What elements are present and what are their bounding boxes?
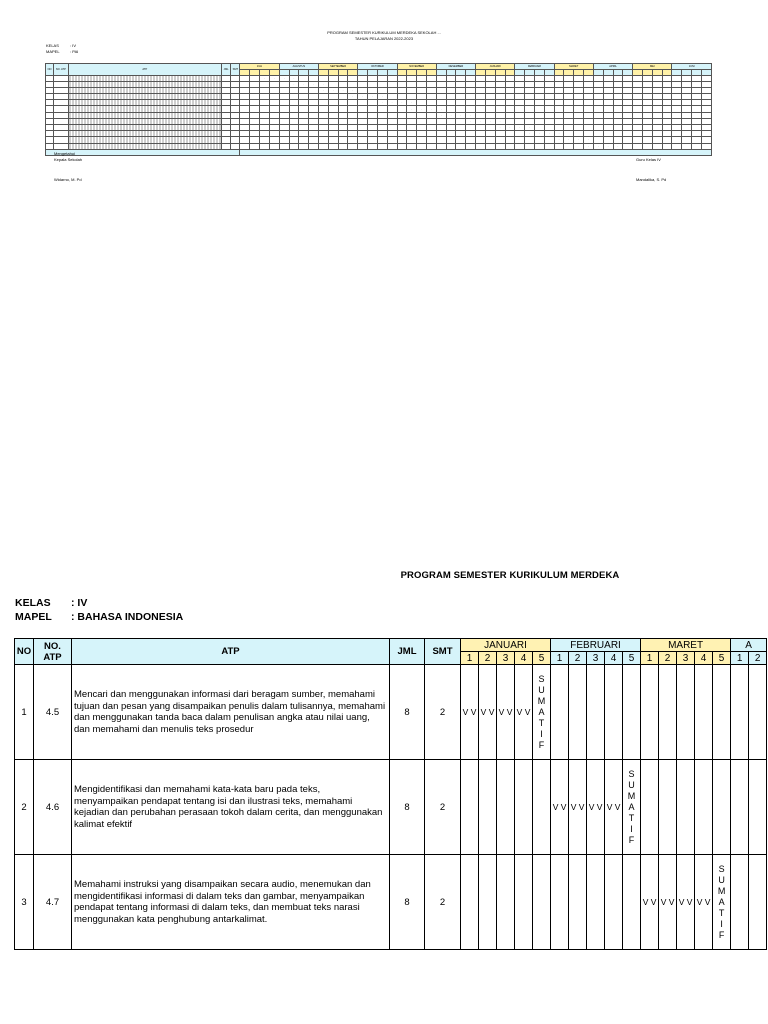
mini-cell: · xyxy=(368,94,378,100)
sumatif-letter: M xyxy=(717,885,726,896)
mini-cell: · xyxy=(476,118,486,124)
sumatif-letter: U xyxy=(538,684,545,695)
check-mark: V xyxy=(506,707,513,717)
mini-scribble xyxy=(69,113,222,118)
week-cell xyxy=(533,760,551,855)
week-cell xyxy=(569,665,587,760)
check-mark: V xyxy=(524,707,531,717)
mini-cell: · xyxy=(495,118,505,124)
mini-cell xyxy=(68,131,222,137)
mini-month: NOVEMBER xyxy=(397,64,436,70)
week-cell xyxy=(749,665,767,760)
week-cell xyxy=(551,855,569,950)
week-cell xyxy=(623,855,641,950)
month-februari: FEBRUARI xyxy=(551,639,641,652)
mini-cell: · xyxy=(554,131,564,137)
mini-sign-left-2: Kepala Sekolah xyxy=(54,157,83,162)
week-cell-marked xyxy=(659,855,677,950)
mini-mapel-value: : PAI xyxy=(70,49,79,54)
mini-cell: · xyxy=(387,100,397,106)
week-cell xyxy=(749,855,767,950)
mapel-line xyxy=(15,611,183,623)
week-cell-marked xyxy=(587,760,605,855)
mini-cell: · xyxy=(436,112,446,118)
mini-cell xyxy=(68,118,222,124)
row-jml: 8 xyxy=(390,760,425,855)
mini-sign-left-1: Mengetahui xyxy=(54,151,75,156)
check-mark: V xyxy=(704,897,711,907)
mini-cell: · xyxy=(289,81,299,87)
check-mark: V xyxy=(498,707,505,717)
sumatif-letter: U xyxy=(628,779,635,790)
check-mark: V xyxy=(660,897,667,907)
mini-kelas-label: KELAS xyxy=(46,43,59,48)
kelas-line xyxy=(15,597,87,609)
week-cell xyxy=(713,665,731,760)
mini-cell: · xyxy=(348,87,358,93)
mini-cell: · xyxy=(309,81,319,87)
table-row xyxy=(15,760,767,855)
sumatif-letter: S xyxy=(628,768,635,779)
mini-cell: · xyxy=(269,75,279,81)
week-partial-2: 2 xyxy=(749,652,767,665)
row-no: 3 xyxy=(15,855,34,950)
schedule-table-viewport xyxy=(14,638,768,950)
mini-sign-right xyxy=(636,157,666,183)
mini-mapel-label: MAPEL xyxy=(46,49,60,54)
week-januari-5: 5 xyxy=(533,652,551,665)
row-smt: 2 xyxy=(425,855,461,950)
header-jml: JML xyxy=(390,639,425,665)
sumatif-letter: A xyxy=(628,801,635,812)
week-cell xyxy=(461,855,479,950)
month-januari: JANUARI xyxy=(461,639,551,652)
week-cell xyxy=(641,760,659,855)
check-mark: V xyxy=(570,802,577,812)
sumatif-letter: S xyxy=(718,863,725,874)
mini-cell: · xyxy=(299,81,309,87)
table-row xyxy=(15,855,767,950)
header-no-atp: NO. ATP xyxy=(34,639,72,665)
row-jml: 8 xyxy=(390,855,425,950)
check-mark: V xyxy=(488,707,495,717)
mini-scribble xyxy=(69,106,222,111)
sumatif-letter: A xyxy=(538,706,545,717)
week-maret-3: 3 xyxy=(677,652,695,665)
check-mark: V xyxy=(578,802,585,812)
week-januari-2: 2 xyxy=(479,652,497,665)
mini-cell: · xyxy=(279,75,289,81)
sumatif-cell xyxy=(713,855,731,950)
mini-cell: · xyxy=(564,137,574,143)
week-cell xyxy=(749,760,767,855)
mini-kelas-value: : IV xyxy=(70,43,77,48)
mini-cell xyxy=(68,94,222,100)
mini-cell: · xyxy=(260,75,270,81)
mini-cell: · xyxy=(358,94,368,100)
sumatif-cell xyxy=(533,665,551,760)
week-cell xyxy=(677,760,695,855)
week-maret-2: 2 xyxy=(659,652,677,665)
sumatif-letter: F xyxy=(538,739,545,750)
check-mark: V xyxy=(668,897,675,907)
week-cell xyxy=(731,665,749,760)
sumatif-letter: F xyxy=(718,929,725,940)
page-title: PROGRAM SEMESTER KURIKULUM MERDEKA xyxy=(400,570,620,581)
week-cell xyxy=(605,665,623,760)
sumatif-letter: U xyxy=(718,874,725,885)
mini-cell: · xyxy=(407,100,417,106)
mini-month: JULI xyxy=(240,64,279,70)
mini-cell: · xyxy=(584,137,594,143)
mini-cell: · xyxy=(495,125,505,131)
mini-cell: · xyxy=(485,118,495,124)
schedule-table xyxy=(14,638,767,950)
header-atp: ATP xyxy=(72,639,390,665)
sumatif-letter: I xyxy=(630,823,633,834)
check-mark: V xyxy=(678,897,685,907)
table-row xyxy=(15,665,767,760)
row-atp: Mengidentifikasi dan memahami kata-kata baru pada teks, menyampaikan pendapat tentang isi dan ilustrasi teks, memahami kejadian dan perubahan perasaan tokoh dalam cerita, dan menggunakan kalimat efektif xyxy=(72,760,390,855)
check-mark: V xyxy=(650,897,657,907)
row-atp: Memahami instruksi yang disampaikan secara audio, menemukan dan mengidentifikasi informasi di dalam teks dan gambar, menyampaikan pendapat tentang informasi di dalam teks, dan membuat teks narasi menggunakan kata penghubung antarkalimat. xyxy=(72,855,390,950)
header-no: NO xyxy=(15,639,34,665)
sumatif-letter: I xyxy=(540,728,543,739)
check-mark: V xyxy=(596,802,603,812)
mini-cell: · xyxy=(584,143,594,149)
week-cell-marked xyxy=(605,760,623,855)
week-februari-2: 2 xyxy=(569,652,587,665)
mini-cell xyxy=(68,125,222,131)
mini-month: JUNI xyxy=(672,64,712,70)
week-cell-marked xyxy=(677,855,695,950)
mini-title: PROGRAM SEMESTER KURIKULUM MERDEKA SEKOLAH ... xyxy=(327,30,441,35)
mini-cell: · xyxy=(417,106,427,112)
mini-month: APRIL xyxy=(593,64,632,70)
week-januari-1: 1 xyxy=(461,652,479,665)
week-maret-4: 4 xyxy=(695,652,713,665)
mini-month: MEI xyxy=(633,64,672,70)
sumatif-letter: T xyxy=(538,717,545,728)
mini-month: OKTOBER xyxy=(358,64,397,70)
sumatif-cell xyxy=(623,760,641,855)
row-atp: Mencari dan menggunakan informasi dari beragam sumber, memahami tujuan dan pesan yang disampaikan penulis dalam tulisannya, memahami dan menggunakan tanda baca dalam penulisan angka atau nilai uang, dan memahami dan menulis teks prosedur xyxy=(72,665,390,760)
week-maret-5: 5 xyxy=(713,652,731,665)
row-no-atp: 4.7 xyxy=(34,855,72,950)
mini-header: NO xyxy=(46,64,54,76)
mapel-value: : BAHASA INDONESIA xyxy=(71,611,184,623)
row-smt: 2 xyxy=(425,760,461,855)
sumatif-letter: F xyxy=(628,834,635,845)
week-cell xyxy=(569,855,587,950)
mini-cell: · xyxy=(544,131,554,137)
week-cell xyxy=(605,855,623,950)
check-mark: V xyxy=(480,707,487,717)
week-februari-1: 1 xyxy=(551,652,569,665)
week-januari-4: 4 xyxy=(515,652,533,665)
mini-scribble xyxy=(69,131,222,136)
mini-cell: · xyxy=(407,106,417,112)
week-cell-marked xyxy=(461,665,479,760)
check-mark: V xyxy=(696,897,703,907)
week-cell xyxy=(533,855,551,950)
mini-header: SMT xyxy=(231,64,240,76)
mini-cell: · xyxy=(593,143,603,149)
check-mark: V xyxy=(686,897,693,907)
mini-total-value xyxy=(240,149,712,155)
mini-scribble xyxy=(69,100,222,105)
week-cell xyxy=(497,855,515,950)
week-februari-5: 5 xyxy=(623,652,641,665)
week-cell xyxy=(497,760,515,855)
check-mark: V xyxy=(470,707,477,717)
row-no: 2 xyxy=(15,760,34,855)
mini-cell xyxy=(68,100,222,106)
mini-scribble xyxy=(69,94,222,99)
mini-sign-left-3: Widarno, M. Pd xyxy=(54,177,82,182)
week-februari-3: 3 xyxy=(587,652,605,665)
sumatif-letter: M xyxy=(537,695,546,706)
mini-cell: · xyxy=(319,87,329,93)
mini-cell xyxy=(68,81,222,87)
mini-header: ATP xyxy=(68,64,222,76)
row-smt: 2 xyxy=(425,665,461,760)
kelas-value: : IV xyxy=(71,597,88,609)
header-smt: SMT xyxy=(425,639,461,665)
mini-scribble xyxy=(69,137,222,142)
sumatif-letter: T xyxy=(628,812,635,823)
week-partial-1: 1 xyxy=(731,652,749,665)
week-cell xyxy=(695,760,713,855)
row-jml: 8 xyxy=(390,665,425,760)
week-cell xyxy=(659,760,677,855)
week-cell xyxy=(479,855,497,950)
mini-cell: · xyxy=(446,112,456,118)
check-mark: V xyxy=(642,897,649,907)
mini-cell xyxy=(68,137,222,143)
week-cell xyxy=(587,855,605,950)
week-cell xyxy=(731,760,749,855)
mini-cell: · xyxy=(319,81,329,87)
check-mark: V xyxy=(462,707,469,717)
week-cell xyxy=(713,760,731,855)
week-cell-marked xyxy=(497,665,515,760)
week-cell xyxy=(515,760,533,855)
mini-cell: · xyxy=(466,112,476,118)
check-mark: V xyxy=(516,707,523,717)
week-cell xyxy=(731,855,749,950)
mini-sign-right-1: Guru Kelas IV xyxy=(636,157,661,162)
check-mark: V xyxy=(560,802,567,812)
month-maret: MARET xyxy=(641,639,731,652)
mini-scribble xyxy=(69,144,222,149)
week-maret-1: 1 xyxy=(641,652,659,665)
week-cell-marked xyxy=(695,855,713,950)
mini-cell: · xyxy=(525,125,535,131)
week-cell xyxy=(461,760,479,855)
week-cell-marked xyxy=(479,665,497,760)
mini-cell: · xyxy=(554,137,564,143)
mini-cell: · xyxy=(574,137,584,143)
mini-cell: · xyxy=(535,131,545,137)
mini-month: AGUSTUS xyxy=(279,64,318,70)
mini-year: TAHUN PELAJARAN 2022-2023 xyxy=(354,36,414,41)
sumatif-letter: A xyxy=(718,896,725,907)
mini-month: SEPTEMBER xyxy=(319,64,358,70)
mini-kelas xyxy=(46,43,76,48)
sumatif-letter: S xyxy=(538,673,545,684)
mini-sign-left xyxy=(54,151,82,183)
mini-document xyxy=(0,0,768,200)
week-cell xyxy=(479,760,497,855)
mini-total-row xyxy=(46,149,712,155)
mini-scribble xyxy=(69,88,222,93)
week-cell-marked xyxy=(569,760,587,855)
mini-cell: · xyxy=(505,125,515,131)
mini-cell: · xyxy=(377,94,387,100)
week-cell xyxy=(623,665,641,760)
mini-cell: · xyxy=(397,100,407,106)
mini-cell: · xyxy=(515,125,525,131)
mini-scribble xyxy=(69,119,222,124)
mini-cell: · xyxy=(525,131,535,137)
mini-month: MARET xyxy=(554,64,593,70)
week-cell-marked xyxy=(515,665,533,760)
mini-cell xyxy=(68,143,222,149)
mini-cell xyxy=(68,112,222,118)
mini-month: FEBRUARI xyxy=(515,64,554,70)
mini-schedule-table xyxy=(45,63,712,156)
sumatif-letter: I xyxy=(720,918,723,929)
week-cell xyxy=(551,665,569,760)
mini-cell: · xyxy=(348,94,358,100)
row-no: 1 xyxy=(15,665,34,760)
schedule-body xyxy=(15,665,767,950)
mini-mapel xyxy=(46,49,78,54)
mini-scribble xyxy=(69,82,222,87)
mini-header: JML xyxy=(222,64,231,76)
mapel-label: MAPEL xyxy=(15,611,52,623)
mini-cell: · xyxy=(338,87,348,93)
check-mark: V xyxy=(588,802,595,812)
kelas-label: KELAS xyxy=(15,597,51,609)
mini-cell: · xyxy=(466,118,476,124)
week-cell-marked xyxy=(641,855,659,950)
mini-cell: · xyxy=(613,143,623,149)
week-cell xyxy=(515,855,533,950)
mini-cell: · xyxy=(289,75,299,81)
week-februari-4: 4 xyxy=(605,652,623,665)
mini-sign-right-2: Mandalika, S. Pd xyxy=(636,177,667,182)
mini-cell: · xyxy=(426,106,436,112)
mini-cell: · xyxy=(456,112,466,118)
mini-cell xyxy=(68,106,222,112)
mini-cell: · xyxy=(603,143,613,149)
week-cell-marked xyxy=(551,760,569,855)
check-mark: V xyxy=(606,802,613,812)
week-cell xyxy=(587,665,605,760)
check-mark: V xyxy=(552,802,559,812)
mini-cell: · xyxy=(436,106,446,112)
week-cell xyxy=(659,665,677,760)
month-header-row xyxy=(15,639,767,652)
mini-month: DESEMBER xyxy=(436,64,475,70)
sumatif-letter: T xyxy=(718,907,725,918)
row-no-atp: 4.5 xyxy=(34,665,72,760)
mini-header: NO. ATP xyxy=(54,64,68,76)
mini-cell: · xyxy=(377,100,387,106)
mini-scribble xyxy=(69,125,222,130)
week-cell xyxy=(641,665,659,760)
mini-cell: · xyxy=(328,87,338,93)
check-mark: V xyxy=(614,802,621,812)
week-januari-3: 3 xyxy=(497,652,515,665)
sumatif-letter: M xyxy=(627,790,636,801)
mini-cell xyxy=(68,75,222,81)
row-no-atp: 4.6 xyxy=(34,760,72,855)
mini-month: JANUARI xyxy=(476,64,515,70)
mini-scribble xyxy=(69,76,222,81)
week-cell xyxy=(677,665,695,760)
mini-cell xyxy=(68,87,222,93)
month-partial: A xyxy=(731,639,767,652)
week-cell xyxy=(695,665,713,760)
